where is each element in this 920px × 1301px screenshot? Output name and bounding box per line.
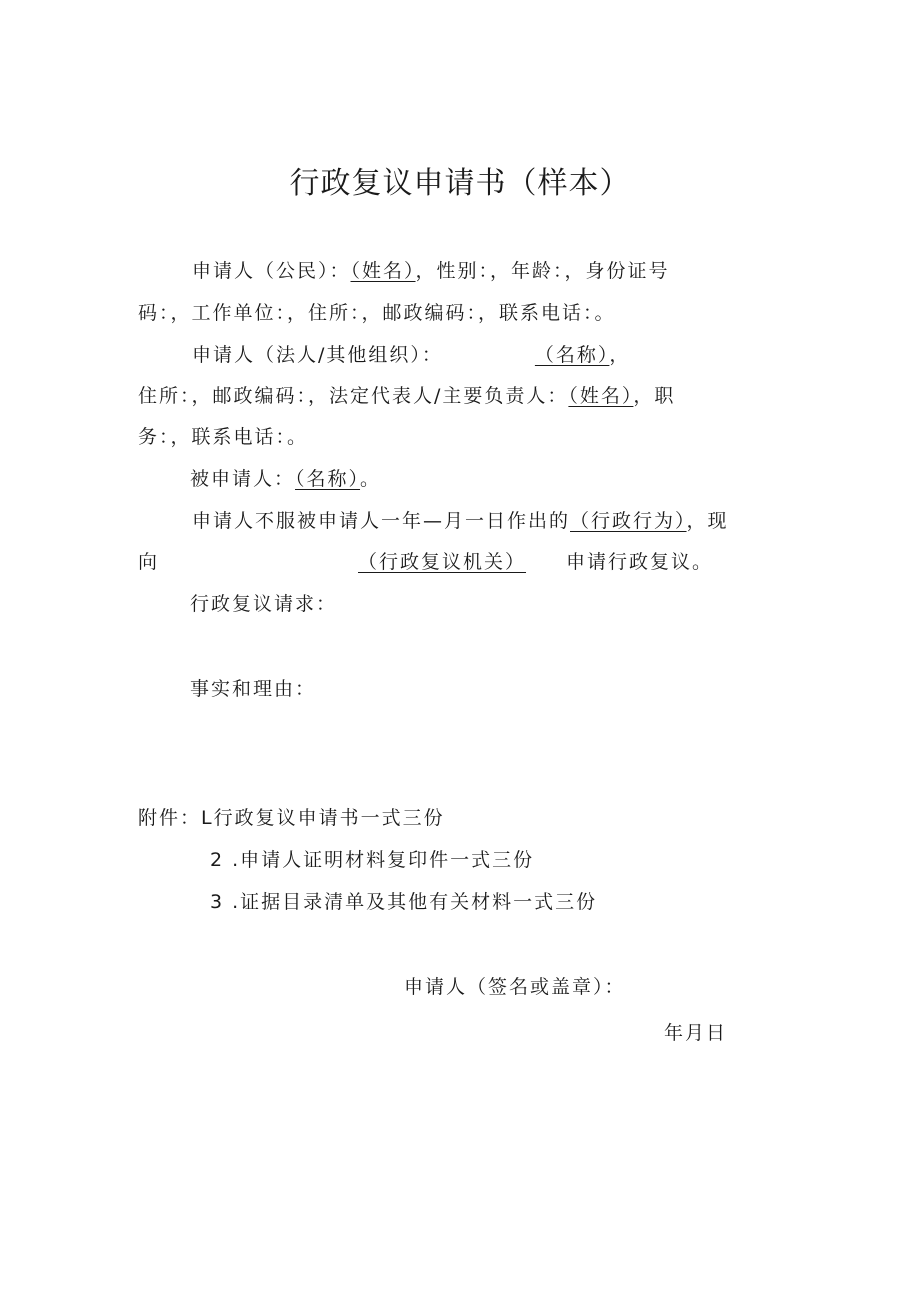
citizen-line1-rest: ，性别：，年龄：，身份证号 [415,260,670,282]
respondent-name-field: （名称） [295,468,361,490]
respondent-suffix: 。 [360,468,382,490]
org-name-field: （名称） [534,344,610,366]
facts-reasons-label: 事实和理由： [190,678,317,700]
citizen-name-field: （姓名） [350,260,416,282]
administrative-act-field: （行政行为） [570,510,687,532]
attachments-line-1 [138,804,445,832]
statement-line2-suffix: 申请行政复议。 [566,551,714,573]
respondent-label: 被申请人： [190,468,296,490]
org-applicant-line-2 [138,382,675,410]
respondent-line [190,465,381,493]
org-rep-name-field: （姓名） [568,385,634,407]
attachment-item: 3 .证据目录清单及其他有关材料一式三份 [210,891,598,913]
signature-label: 申请人（签名或盖章）： [404,976,626,998]
org-line2-suffix: ，职 [633,385,676,407]
citizen-applicant-line-2: 码：，工作单位：，住所：，邮政编码：，联系电话：。 [138,302,616,324]
statement-line-2-body [358,548,713,576]
attachments-label: 附件： [138,807,202,829]
org-applicant-line-3: 务：，联系电话：。 [138,426,309,448]
org-name-suffix: ， [609,344,631,366]
review-agency-field: （行政复议机关） [358,551,527,573]
review-request-label: 行政复议请求： [190,593,338,615]
statement-suffix: ，现 [686,510,729,532]
org-applicant-label: 申请人（法人/其他组织）： [192,344,443,366]
signature-date: 年月日 [664,1022,728,1044]
org-line2-prefix: 住所：，邮政编码：，法定代表人/主要负责人： [138,385,569,407]
attachment-item: L行政复议申请书一式三份 [201,807,445,829]
citizen-applicant-label: 申请人（公民）： [192,260,351,282]
statement-prefix: 申请人不服被申请人一年—月一日作出的 [192,510,571,532]
document-title: 行政复议申请书（样本） [289,166,631,201]
statement-line [192,507,729,535]
citizen-applicant-line [192,257,670,285]
org-applicant-line [192,341,630,369]
statement-line-2-prefix: 向 [138,551,160,573]
attachment-item: 2 .申请人证明材料复印件一式三份 [210,849,535,871]
